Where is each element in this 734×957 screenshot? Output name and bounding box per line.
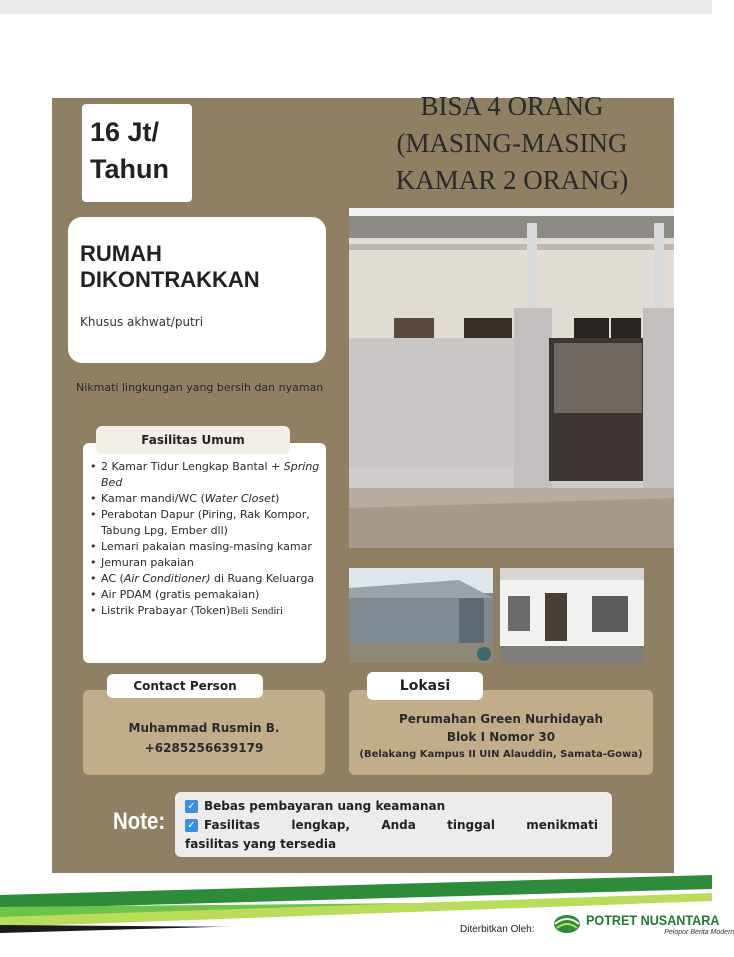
capacity-headline: [350, 88, 674, 199]
headline-line: (MASING-MASING: [396, 128, 628, 158]
facility-item: • Perabotan Dapur (Piring, Rak Kompor, Tabung Lpg, Ember dll): [89, 507, 322, 539]
facility-item: • Air PDAM (gratis pemakaian): [89, 587, 322, 603]
title-card: [68, 217, 326, 363]
check-icon: ✓: [185, 800, 198, 813]
house-front-illustration: [349, 208, 674, 548]
facilities-header: Fasilitas Umum: [96, 426, 290, 454]
facility-item: • Listrik Prabayar (Token)Beli Sendiri: [89, 603, 322, 619]
price-period: Tahun: [90, 154, 169, 184]
contact-card: [83, 690, 325, 775]
contact-name: Muhammad Rusmin B.: [128, 721, 280, 735]
facility-item: • AC (Air Conditioner) di Ruang Keluarga: [89, 571, 322, 587]
title-line: DIKONTRAKKAN: [80, 267, 260, 292]
top-bar: [0, 0, 712, 14]
facility-item: • Jemuran pakaian: [89, 555, 322, 571]
title-line: RUMAH: [80, 241, 162, 266]
note-item-continued: fasilitas yang tersedia: [185, 837, 337, 851]
note-card: [175, 792, 612, 857]
brand-name: POTRET NUSANTARA: [586, 911, 720, 928]
facility-item: • Kamar mandi/WC (Water Closet): [89, 491, 322, 507]
tagline: Nikmati lingkungan yang bersih dan nyaman: [76, 381, 324, 394]
check-icon: ✓: [185, 819, 198, 832]
facilities-list: [89, 459, 322, 619]
note-item: ✓ Bebas pembayaran uang keamanan: [185, 797, 598, 816]
publisher-credit: Diterbitkan Oleh:: [460, 924, 535, 935]
house-side-photo: [349, 568, 493, 663]
location-line: Perumahan Green Nurhidayah: [398, 712, 604, 726]
publisher-logo: [552, 912, 734, 936]
facilities-card: [83, 443, 326, 663]
subtitle: Khusus akhwat/putri: [80, 315, 204, 329]
house-interior-photo: [500, 568, 644, 663]
house-front-photo: [349, 208, 674, 548]
house-interior-illustration: [500, 568, 644, 663]
headline-line: BISA 4 ORANG: [420, 91, 604, 121]
contact-phone[interactable]: +6285256639179: [144, 741, 264, 755]
globe-logo-icon: [552, 912, 582, 936]
headline-line: KAMAR 2 ORANG): [395, 165, 629, 195]
price-amount: 16 Jt/: [90, 117, 160, 147]
contact-header: Contact Person: [107, 674, 263, 698]
brand-tagline: Pelopor Berita Modern: [664, 928, 734, 936]
facility-item: • 2 Kamar Tidur Lengkap Bantal + Spring Bed: [89, 459, 322, 491]
location-card: [349, 690, 653, 775]
location-line: Blok I Nomor 30: [446, 730, 556, 744]
location-line: (Belakang Kampus II UIN Alauddin, Samata-Gowa): [359, 749, 643, 760]
location-header: Lokasi: [367, 672, 483, 700]
house-side-illustration: [349, 568, 493, 663]
note-label: Note:: [113, 808, 166, 835]
facility-item: • Lemari pakaian masing-masing kamar: [89, 539, 322, 555]
note-item: ✓ Fasilitas lengkap, Anda tinggal menikmati: [185, 816, 598, 835]
price-card: [82, 104, 192, 202]
